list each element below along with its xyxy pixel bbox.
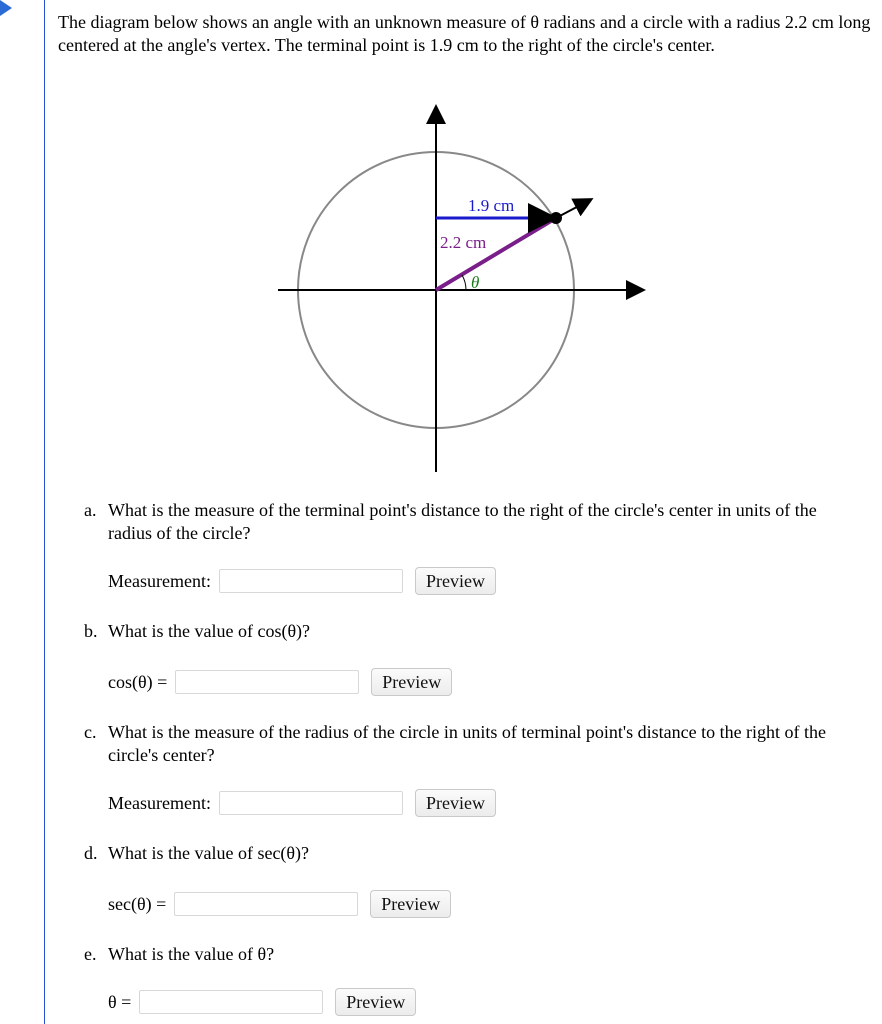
answer-row-c	[108, 789, 496, 817]
angle-arc	[462, 275, 466, 290]
answer-row-b	[108, 668, 452, 696]
answer-input-d[interactable]	[174, 892, 358, 916]
preview-button-a[interactable]: Preview	[415, 567, 496, 595]
question-e: e. What is the value of θ?	[84, 944, 275, 964]
question-b: b. What is the value of cos(θ)?	[84, 621, 311, 641]
preview-button-b[interactable]: Preview	[371, 668, 452, 696]
question-c: c. What is the measure of the radius of the circle in units of terminal point's distance to the right of the circle's center?	[84, 722, 827, 765]
answer-label-e: θ =	[108, 991, 132, 1012]
question-a: a. What is the measure of the terminal point's distance to the right of the circle's center in units of the radius of the circle?	[84, 500, 817, 543]
question-d: d. What is the value of sec(θ)?	[84, 843, 310, 863]
terminal-point	[550, 212, 562, 224]
answer-input-c[interactable]	[219, 791, 403, 815]
preview-button-c[interactable]: Preview	[415, 789, 496, 817]
problem-intro: The diagram below shows an angle with an unknown measure of θ radians and a circle with a radius 2.2 cm long centered at the angle's vertex. The terminal point is 1.9 cm to the right of the circle's center.	[58, 12, 871, 55]
left-border	[44, 0, 45, 1024]
horizontal-label: 1.9 cm	[468, 196, 515, 215]
play-icon[interactable]	[0, 0, 12, 16]
answer-row-a	[108, 567, 496, 595]
answer-input-b[interactable]	[175, 670, 359, 694]
answer-input-a[interactable]	[219, 569, 403, 593]
answer-row-d	[108, 890, 451, 918]
angle-circle-diagram	[270, 100, 660, 480]
answer-label-d: sec(θ) =	[108, 893, 167, 914]
answer-label-c: Measurement:	[108, 792, 211, 813]
answer-input-e[interactable]	[139, 990, 323, 1014]
preview-button-e[interactable]: Preview	[335, 988, 416, 1016]
angle-label: θ	[471, 273, 480, 292]
radius-label: 2.2 cm	[440, 233, 487, 252]
preview-button-d[interactable]: Preview	[370, 890, 451, 918]
radius-segment	[436, 218, 556, 290]
answer-label-a: Measurement:	[108, 570, 211, 591]
answer-label-b: cos(θ) =	[108, 671, 168, 692]
answer-row-e	[108, 988, 416, 1016]
